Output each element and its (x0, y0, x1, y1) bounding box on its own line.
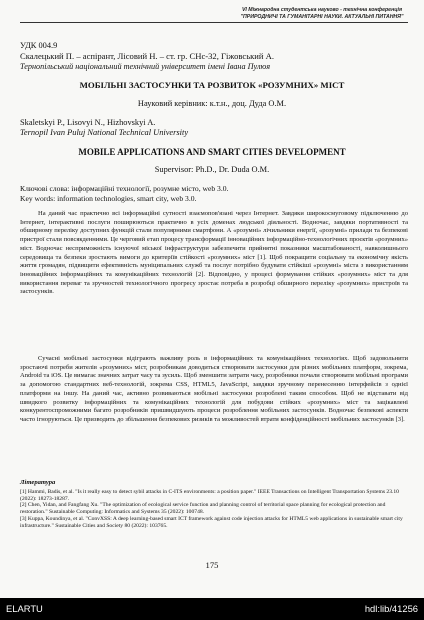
title-ua: МОБІЛЬНІ ЗАСТОСУНКИ ТА РОЗВИТОК «РОЗУМНИХ» МІСТ (79, 80, 345, 90)
keywords-ua: Ключові слова: інформаційні технології, розумне місто, web 3.0. (20, 184, 229, 193)
footer-handle-link[interactable]: hdl:lib/41256 (364, 603, 418, 614)
reference-item: [2] Chen, Yidan, and Fangfang Xu. "The optimization of ecological service function and planning control of territorial space planning for ecological protection and restoration." Sustainable Computing: Informatics and Systems 35 (2022): 100748. (20, 502, 386, 516)
body-paragraph-2: Сучасні мобільні застосунки відіграють важливу роль в інформаційних та комунікаційних технологіях. Щоб задовольнити зростаючі потреби жителів «розумних» міст, розробникам доводиться створювати застосунки для різних мобільних платформ, зокрема, Android та iOS. Це вимагає значних затрат часу та зусиль. Щоб зменшити затрати часу, розробники почали створювати мобільні програми за допомогою стандартних веб-технологій, зокрема CSS, HTML5, JavaScript, завдяки зручному перенесенню інтерфейсів з однієї платформи на іншу. На даний час, активно розвиваються мобільні застосунки розроблені таким способом. Щоб не відставати від швидкого розвитку інформаційних та комунікаційних технологій для побудови стійких «розумних» міст та зацікавлені конкурентоспроможними багато розробників пришвидшують процеси розроблення мобільних застосунків. Водночас безпекові аспекти часто ігноруються. Це призводить до збільшення безпекових ризиків та можливостей втрати конфіденційності мобільних застосунків [3]. (20, 355, 408, 423)
body-paragraph-1: На даний час практично всі інформаційні сутності взаємопов'язані через Інтернет. Завдяки широкосмуговому підключенню до Інтернет, інтерактивні послуги поширюються практично в усіх доменах людської діяльності. Водночас, завдяки портативності та обширному переліку доступних функцій стали популярними смартфони. А «розумні» лічильники енергії, «розумні» прилади та безпекові пристрої стали повсякденними. Це черговий етап процесу трансформації інноваційних інформаційно-технологічних проєктів «розумних» міст. Водночас несприможність існуючої міської інфраструктури забезпечити прийнятні показники масштабованості, навколишнього середовища та безпеки зростають вимоги до критеріїв стійкості «розумних» міст [1]. Щоб покращити соціальну та економічну якість життя громадян, підвищити ефективність муніципальних служб та послуг потрібно будувати стійкіші «розумні» міста з використанням інноваційних інформаційних та комунікаційних технологій [2]. Відповідно, у процесі формування стійких «розумних» міст та для використання переваг та зручностей технологічного прогресу зростає потреба в розробці обширного переліку «розумних» пристроїв та застосунків. (20, 210, 408, 296)
conference-header (232, 7, 412, 20)
footer-repository-name: ELARTU (6, 603, 43, 614)
supervisor-ua: Науковий керівник: к.т.н., доц. Дуда О.М. (137, 99, 287, 108)
literature-heading: Література (20, 479, 56, 486)
keywords-en: Key words: information technologies, smart city, web 3.0. (20, 194, 197, 203)
authors-en: Skaletskyi P., Lisovyi N., Hizhovskyi A. (20, 118, 156, 127)
conference-line-2: "ПРИРОДНИЧІ ТА ГУМАНІТАРНІ НАУКИ. АКТУАЛЬНІ ПИТАННЯ" (240, 13, 404, 20)
header-rule (20, 22, 408, 23)
reference-item: [1] Hammi, Badis, et al. "Is it really easy to detect sybil attacks in C-ITS environments: a position paper." IEEE Transactions on Intelligent Transportation Systems 23.10 (2022): 18273-18287. (20, 489, 399, 502)
authors-ua: Скалецький П. – аспірант, Лісовий Н. – ст. гр. СНс-32, Гіжовський А. (20, 51, 275, 61)
supervisor-en: Supervisor: Ph.D., Dr. Duda O.M. (154, 165, 270, 174)
affiliation-en: Ternopil Ivan Puluj National Technical University (20, 128, 189, 137)
page-number: 175 (205, 560, 219, 570)
reference-list (20, 489, 408, 529)
repository-footer (0, 598, 424, 620)
udk-code: УДК 004.9 (20, 41, 58, 50)
title-en: MOBILE APPLICATIONS AND SMART CITIES DEVELOPMENT (78, 147, 346, 157)
reference-item: [3] Kuppa, Koundinya, et al. "ConvXSS: A deep learning-based smart ICT framework against code injection attacks for HTML5 web applications in sustainable smart city infrastructure." Sustainable Cities and Society 80 (2022): 103765. (20, 515, 403, 529)
conference-line-1: VI Міжнародна студентська науково - технічна конференція (241, 7, 403, 13)
affiliation-ua: Тернопільський національний технічний університет імені Івана Пулюя (20, 62, 271, 71)
